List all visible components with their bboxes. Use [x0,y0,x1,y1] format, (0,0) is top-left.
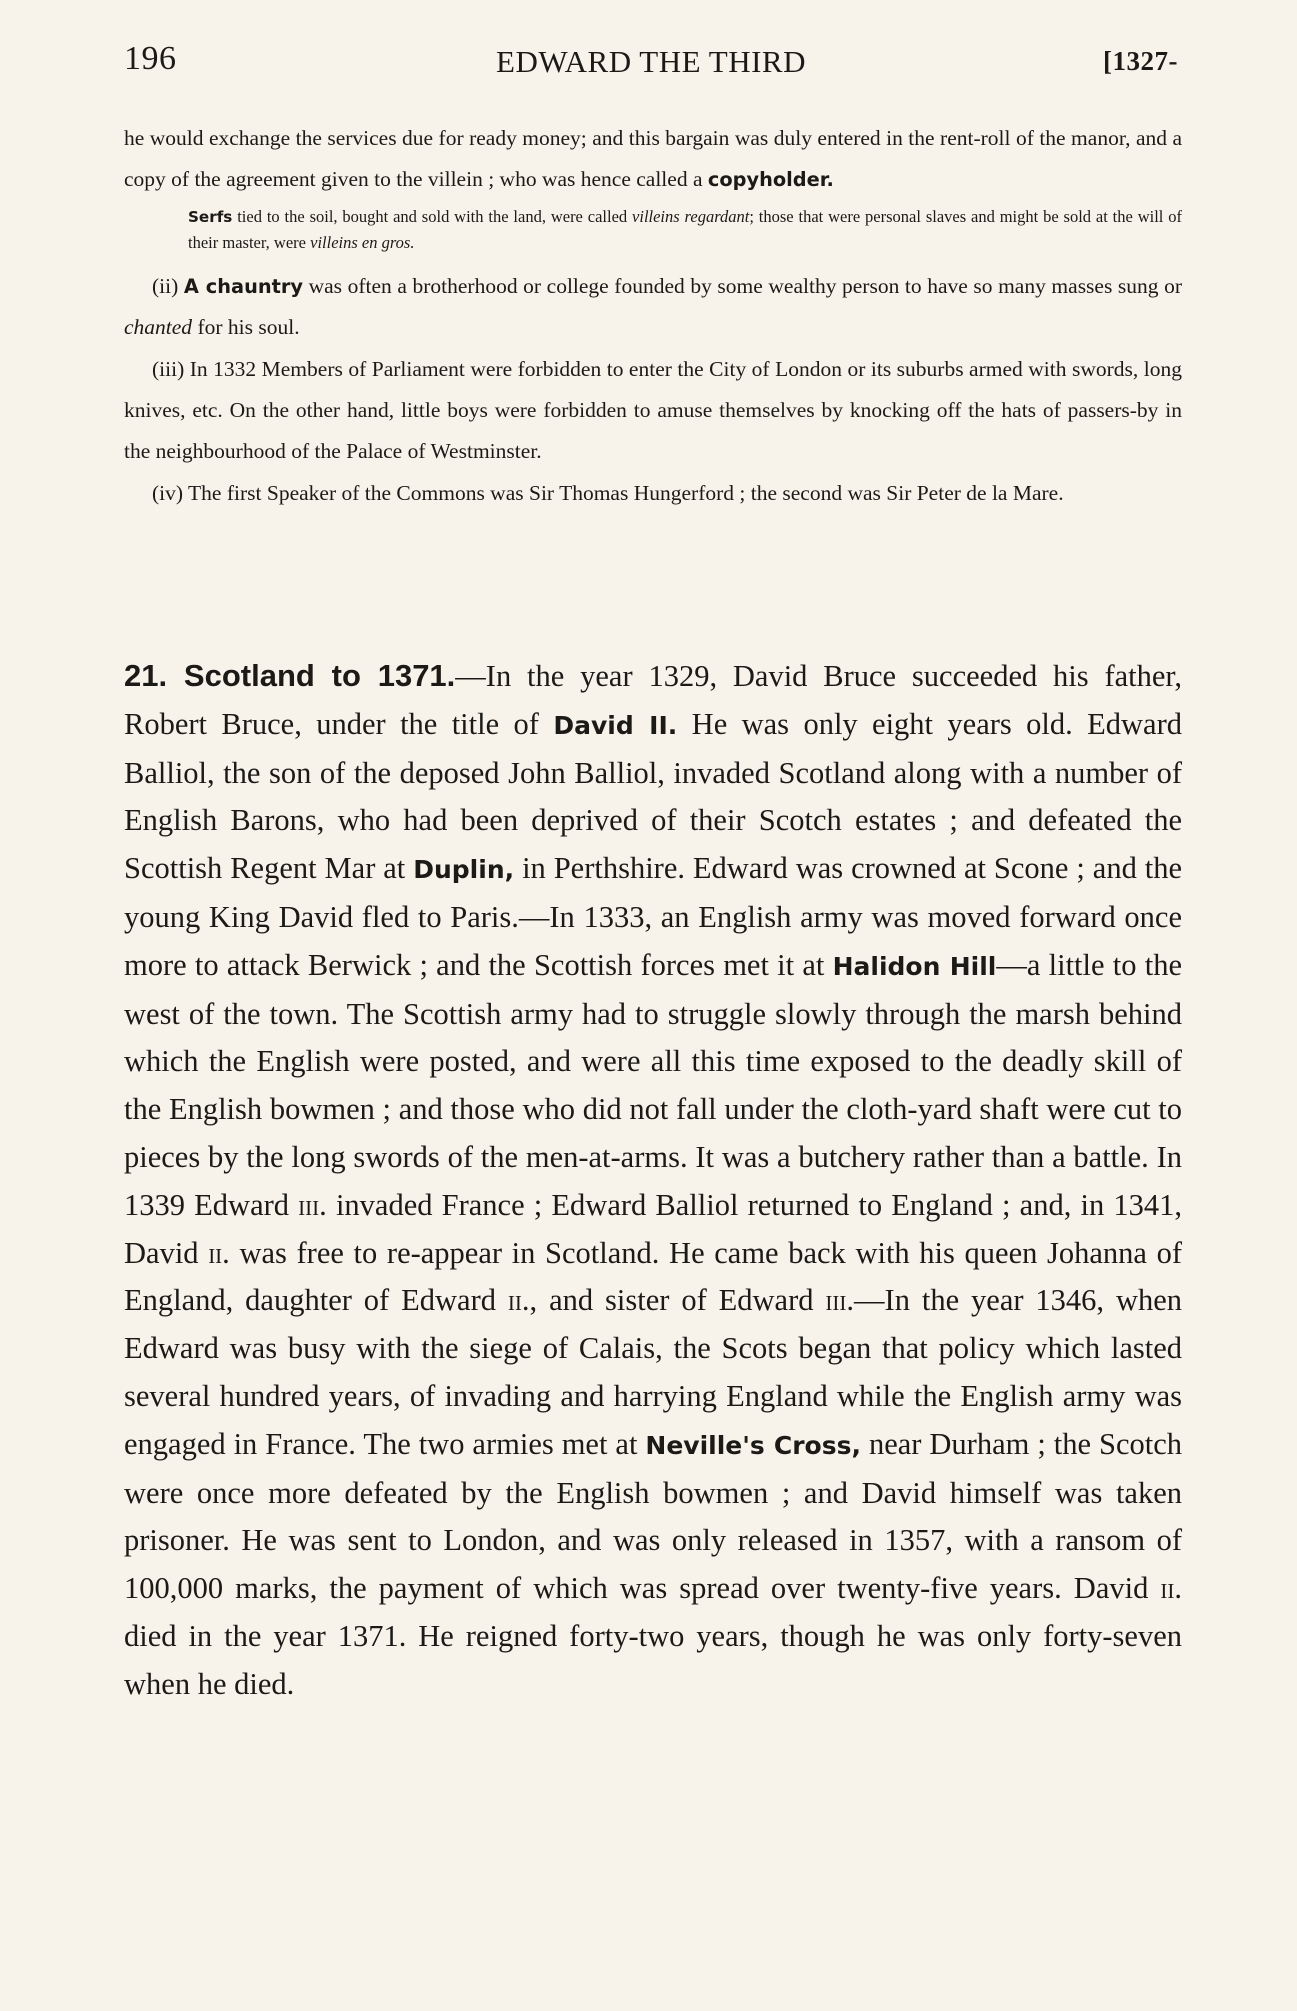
section-text-10: died in the year 1371. He reigned forty-two years, though he was only forty-seven when he died. [124,1618,1182,1701]
note-speaker-text: The first Speaker of the Commons was Sir Thomas Hungerford ; the second was Sir Peter de la Mare. [188,481,1064,505]
running-header [124,38,1178,88]
section-text-2: He was only eight years old. Edward Balliol, the son of the deposed John Balliol, invaded Scotland along with a number of English Barons, who had been deprived of their Scotch estates ; and defeated the Scottish Regent Mar at [124,706,1182,886]
section-paragraph [124,652,1182,1709]
regnal-iii-a: iii. [298,1187,327,1222]
section-text-1: —In the year 1329, David Bruce succeeded his father, Robert Bruce, under the title of [124,659,1182,741]
note-chauntry-text-2: for his soul. [197,315,300,339]
note-speaker-number: (iv) [152,481,184,505]
note-serfs-text-1: tied to the soil, bought and sold with the land, were called [237,207,628,226]
note-parliament [124,349,1182,472]
section-text-7: and sister of Edward [549,1283,814,1318]
year-marker: [1327- [1103,46,1178,76]
note-chauntry-term: A chauntry [183,275,304,298]
note-serfs-engros: villeins en gros. [310,233,415,252]
note-chauntry-chanted: chanted [124,315,193,339]
note-speaker [124,473,1182,514]
note-villein-text: he would exchange the services due for ready money; and this bargain was duly entered in the rent-roll of the manor, and a copy of the agreement given to the villein ; who was hence called a [124,126,1182,191]
note-parliament-text: In 1332 Members of Parliament were forbidden to enter the City of London or its suburbs armed with swords, long knives, etc. On the other hand, little boys were forbidden to amuse themselves by knocking off the hats of passers-by in the neighbourhood of the Palace of Westminster. [124,357,1182,463]
regnal-ii-c: ii. [1160,1571,1183,1606]
section-text-9: near Durham ; the Scotch were once more defeated by the English bowmen ; and David himself was taken prisoner. He was sent to London, and was only released in 1357, with a ransom of 100,000 marks, the payment of which was spread over twenty-five years. David [124,1426,1183,1606]
section-text-8: —In the year 1346, when Edward was busy with the siege of Calais, the Scots began that policy which lasted several hundred years, of invading and harrying England while the English army was engaged in France. The two armies met at [124,1283,1183,1461]
term-nevilles-cross: Neville's Cross, [645,1430,861,1460]
note-chauntry-text-1: was often a brotherhood or college founded by some wealthy person to have so many masses sung or [308,274,1183,298]
running-title: EDWARD THE THIRD [496,44,806,79]
section-text-3: in Perthshire. Edward was crowned at Scone ; and the young King David fled to Paris.—In 1333, an English army was moved forward once more to attack Berwick ; and the Scottish forces met it at [124,851,1183,982]
term-david-ii: David II. [553,710,678,740]
note-villein [124,118,1182,200]
term-halidon-hill: Halidon Hill [832,951,997,981]
section-text-6: was free to re-appear in Scotland. He came back with his queen Johanna of England, daughter of Edward [124,1235,1182,1318]
note-serfs [124,204,1182,256]
note-serfs-regardant: villeins regardant [632,207,750,226]
section-body [124,652,1182,1709]
note-parliament-number: (iii) [152,357,185,381]
notes-block [124,118,1182,514]
section-heading: 21. Scotland to 1371. [124,658,456,693]
term-duplin: Duplin, [413,855,515,885]
note-serfs-term: Serfs [188,208,233,226]
note-chauntry-number: (ii) [152,274,179,298]
note-chauntry [124,266,1182,348]
section-text-4: —a little to the west of the town. The Scottish army had to struggle slowly through the marsh behind which the English were posted, and were all this time exposed to the deadly skill of the English bowmen ; and those who did not fall under the cloth-yard shaft were cut to pieces by the long swords of the men-at-arms. It was a butchery rather than a battle. In 1339 Edward [124,947,1182,1222]
note-serfs-text-2: ; those that were personal slaves and might be sold at the will of their master, were [188,207,1182,252]
regnal-ii-a: ii. [208,1235,230,1270]
note-villein-term: copyholder. [707,168,834,191]
regnal-iii-b: iii. [825,1283,855,1318]
section-text-5: invaded France ; Edward Balliol returned to England ; and, in 1341, David [124,1187,1182,1270]
page-number: 196 [124,40,177,77]
regnal-ii-b: ii., [507,1283,538,1318]
